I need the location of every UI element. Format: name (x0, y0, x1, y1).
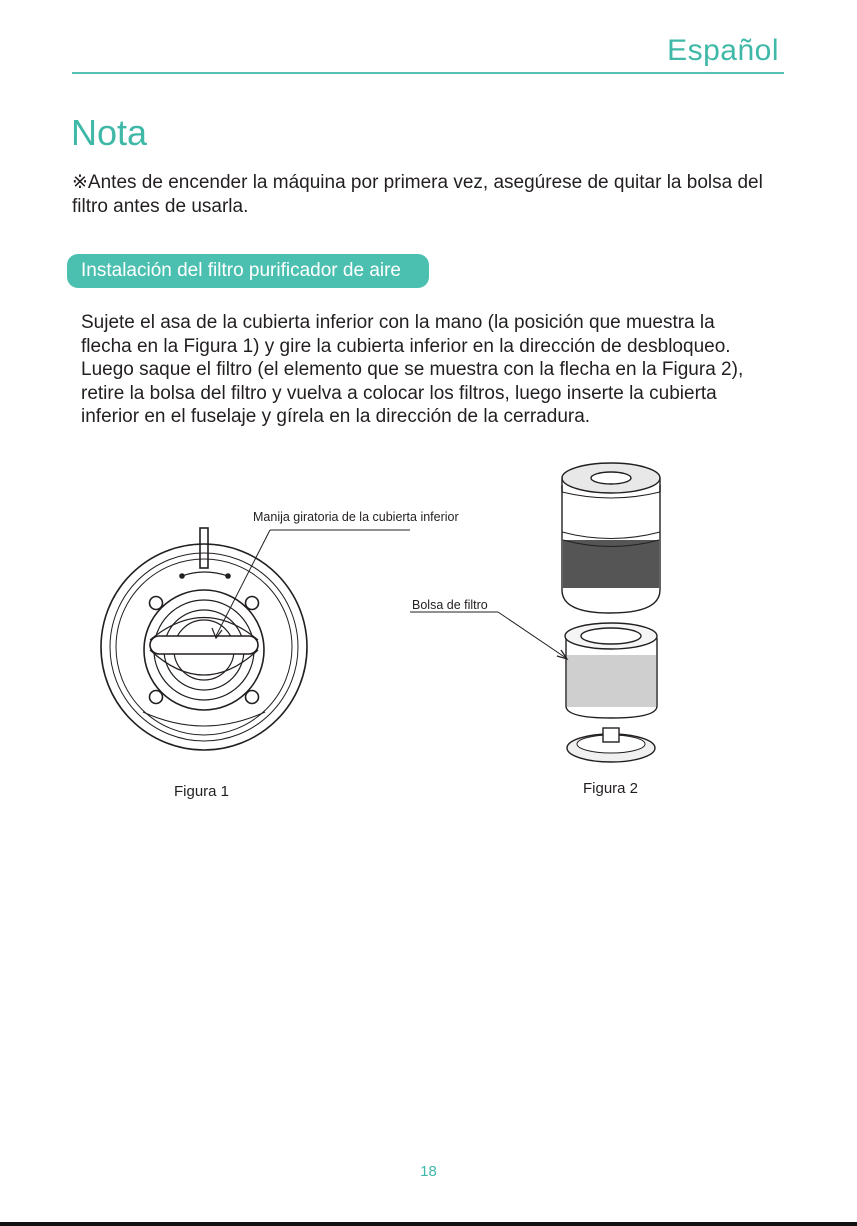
figure-2-callout: Bolsa de filtro (412, 598, 488, 612)
figure-2-caption: Figura 2 (583, 780, 639, 797)
figure-1-caption: Figura 1 (174, 783, 230, 800)
instruction-line: flecha en la Figura 1) y gire la cubierta inferior en la dirección de desbloqueo. (81, 335, 731, 357)
language-label: Español (667, 34, 779, 67)
note-mark: ※ (72, 172, 88, 193)
page-bottom-border (0, 1222, 857, 1226)
instruction-line: Luego saque el filtro (el elemento que se muestra con la flecha en la Figura 2), (81, 359, 744, 380)
page-number: 18 (420, 1163, 437, 1180)
note-text: Antes de encender la máquina por primera vez, asegúrese de quitar la bolsa del filtro antes de usarla. (72, 172, 763, 217)
instruction-line: inferior en el fuselaje y gírela en la dirección de la cerradura. (81, 406, 591, 427)
instruction-line: Sujete el asa de la cubierta inferior con la mano (la posición que muestra la (81, 312, 715, 333)
instruction-line: retire la bolsa del filtro y vuelva a colocar los filtros, luego inserte la cubierta (81, 382, 717, 404)
section-heading: Instalación del filtro purificador de aire (67, 254, 429, 288)
page-title: Nota (71, 112, 148, 153)
figure-1-callout: Manija giratoria de la cubierta inferior (253, 510, 459, 524)
